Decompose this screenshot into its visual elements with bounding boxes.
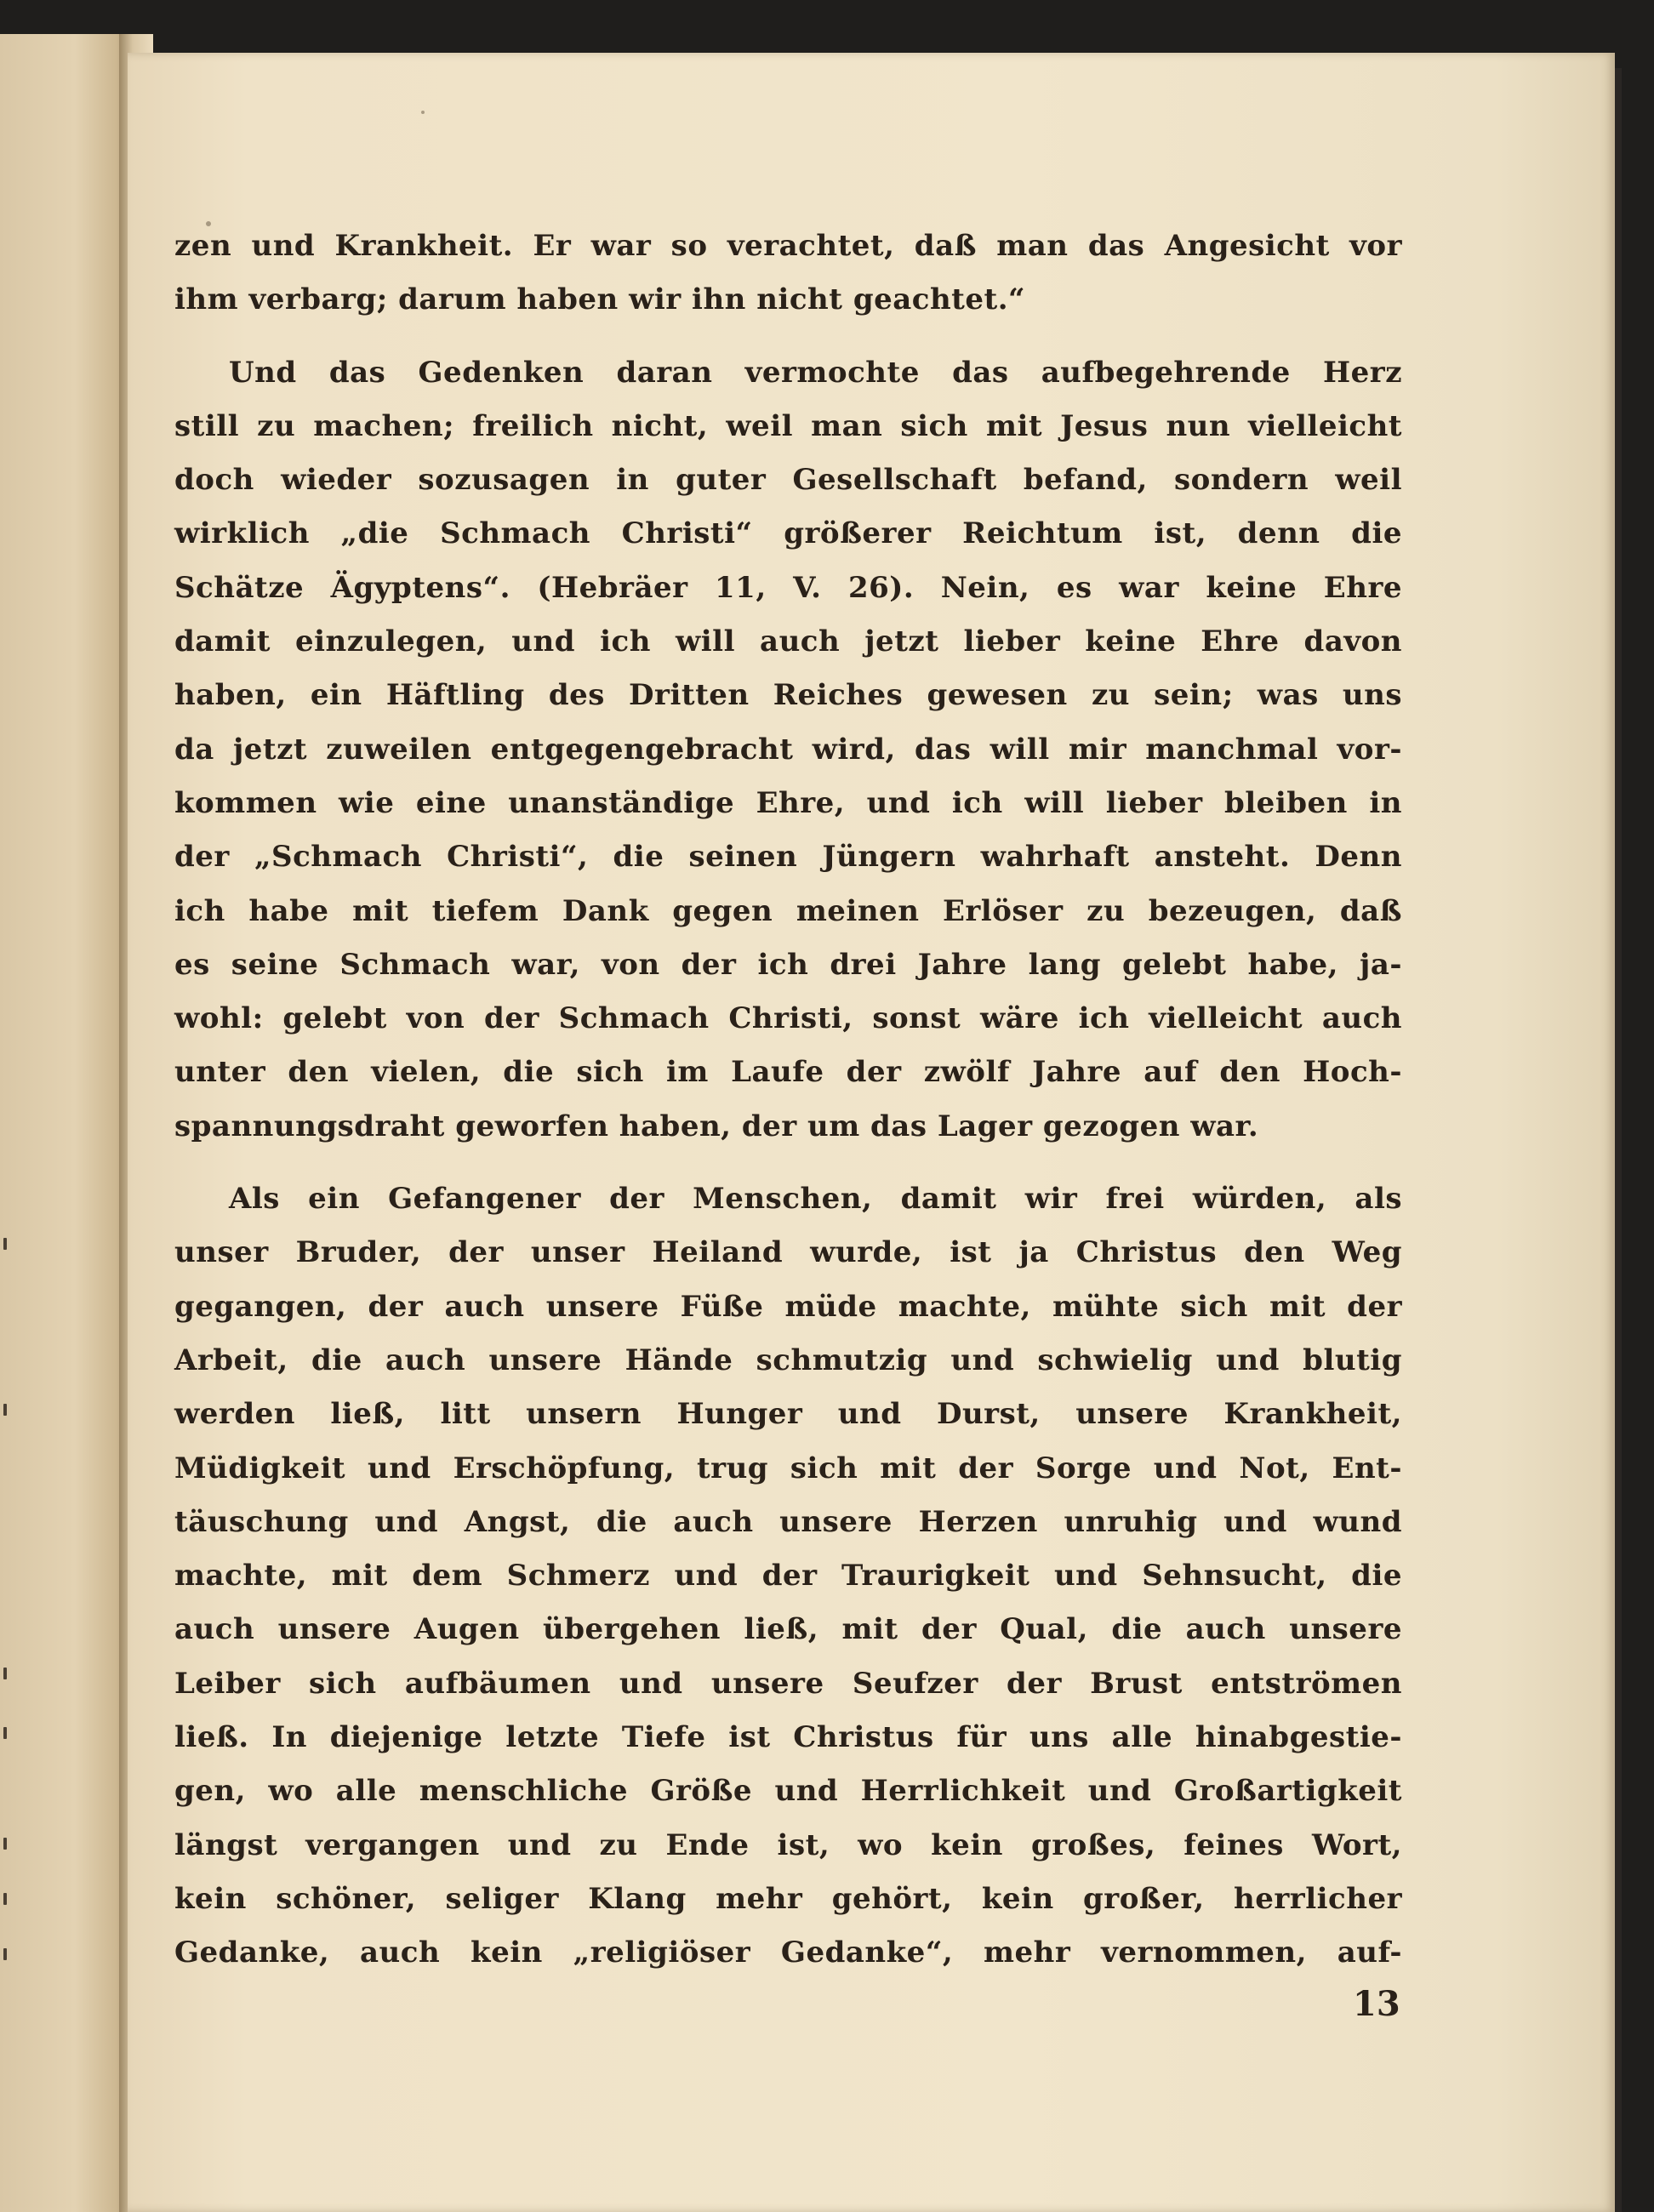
text-line: werden ließ, litt unsern Hunger und Durst, unsere Krankheit, [174,1397,1402,1432]
text-line: wirklich „die Schmach Christi“ größerer Reichtum ist, denn die [174,516,1402,551]
text-line: machte, mit dem Schmerz und der Traurigkeit und Sehnsucht, die [174,1559,1402,1593]
text-line: zen und Krankheit. Er war so verachtet, daß man das Angesicht vor [174,229,1402,263]
text-line: ich habe mit tiefem Dank gegen meinen Erlöser zu bezeugen, daß [174,893,1402,928]
body-text [174,219,1402,1981]
left-page-bleed-marks [0,0,17,2212]
text-line: Schätze Ägyptens“. (Hebräer 11, V. 26). Nein, es war keine Ehre [174,570,1402,605]
left-page-edge [0,34,136,2212]
text-line: unser Bruder, der unser Heiland wurde, ist ja Christus den Weg [174,1235,1402,1270]
text-line: ließ. In diejenige letzte Tiefe ist Christus für uns alle hinabgestie- [174,1720,1402,1755]
text-line: da jetzt zuweilen entgegengebracht wird, das will mir manchmal vor- [174,732,1402,767]
text-line: unter den vielen, die sich im Laufe der zwölf Jahre auf den Hoch- [174,1055,1402,1090]
text-line: kommen wie eine unanständige Ehre, und ich will lieber bleiben in [174,785,1402,820]
paragraph [174,1172,1402,1980]
text-line: still zu machen; freilich nicht, weil man sich mit Jesus nun vielleicht [174,408,1402,443]
text-line: Gedanke, auch kein „religiöser Gedanke“, mehr vernommen, auf- [174,1936,1402,1970]
text-line: täuschung und Angst, die auch unsere Herzen unruhig und wund [174,1504,1402,1539]
text-line: Als ein Gefangener der Menschen, damit wir frei würden, als [229,1182,1402,1217]
text-line: Arbeit, die auch unsere Hände schmutzig und schwielig und blutig [174,1343,1402,1377]
text-line: gegangen, der auch unsere Füße müde machte, mühte sich mit der [174,1289,1402,1324]
text-line: Müdigkeit und Erschöpfung, trug sich mit der Sorge und Not, Ent- [174,1451,1402,1485]
paragraph [174,219,1402,328]
text-line: wohl: gelebt von der Schmach Christi, sonst wäre ich vielleicht auch [174,1001,1402,1036]
text-line: damit einzulegen, und ich will auch jetzt lieber keine Ehre davon [174,624,1402,659]
text-line: Und das Gedenken daran vermochte das aufbegehrende Herz [229,355,1402,390]
paper-fleck [421,111,425,114]
text-line: auch unsere Augen übergehen ließ, mit der Qual, die auch unsere [174,1612,1402,1647]
text-line: Leiber sich aufbäumen und unsere Seufzer der Brust entströmen [174,1666,1402,1701]
text-line: haben, ein Häftling des Dritten Reiches gewesen zu sein; was uns [174,678,1402,713]
text-line: spannungsdraht geworfen haben, der um das Lager gezogen war. [174,1109,1259,1143]
text-line: kein schöner, seliger Klang mehr gehört, kein großer, herrlicher [174,1881,1402,1916]
text-line: ihm verbarg; darum haben wir ihn nicht geachtet.“ [174,282,1026,317]
text-line: doch wieder sozusagen in guter Gesellschaft befand, sondern weil [174,463,1402,498]
text-line: der „Schmach Christi“, die seinen Jüngern wahrhaft ansteht. Denn [174,840,1402,875]
text-line: gen, wo alle menschliche Größe und Herrlichkeit und Großartigkeit [174,1774,1402,1809]
text-line: längst vergangen und zu Ende ist, wo kein großes, feines Wort, [174,1827,1402,1862]
page-number: 13 [1353,1984,1400,2024]
text-line: es seine Schmach war, von der ich drei Jahre lang gelebt habe, ja- [174,947,1402,982]
paragraph [174,346,1402,1154]
